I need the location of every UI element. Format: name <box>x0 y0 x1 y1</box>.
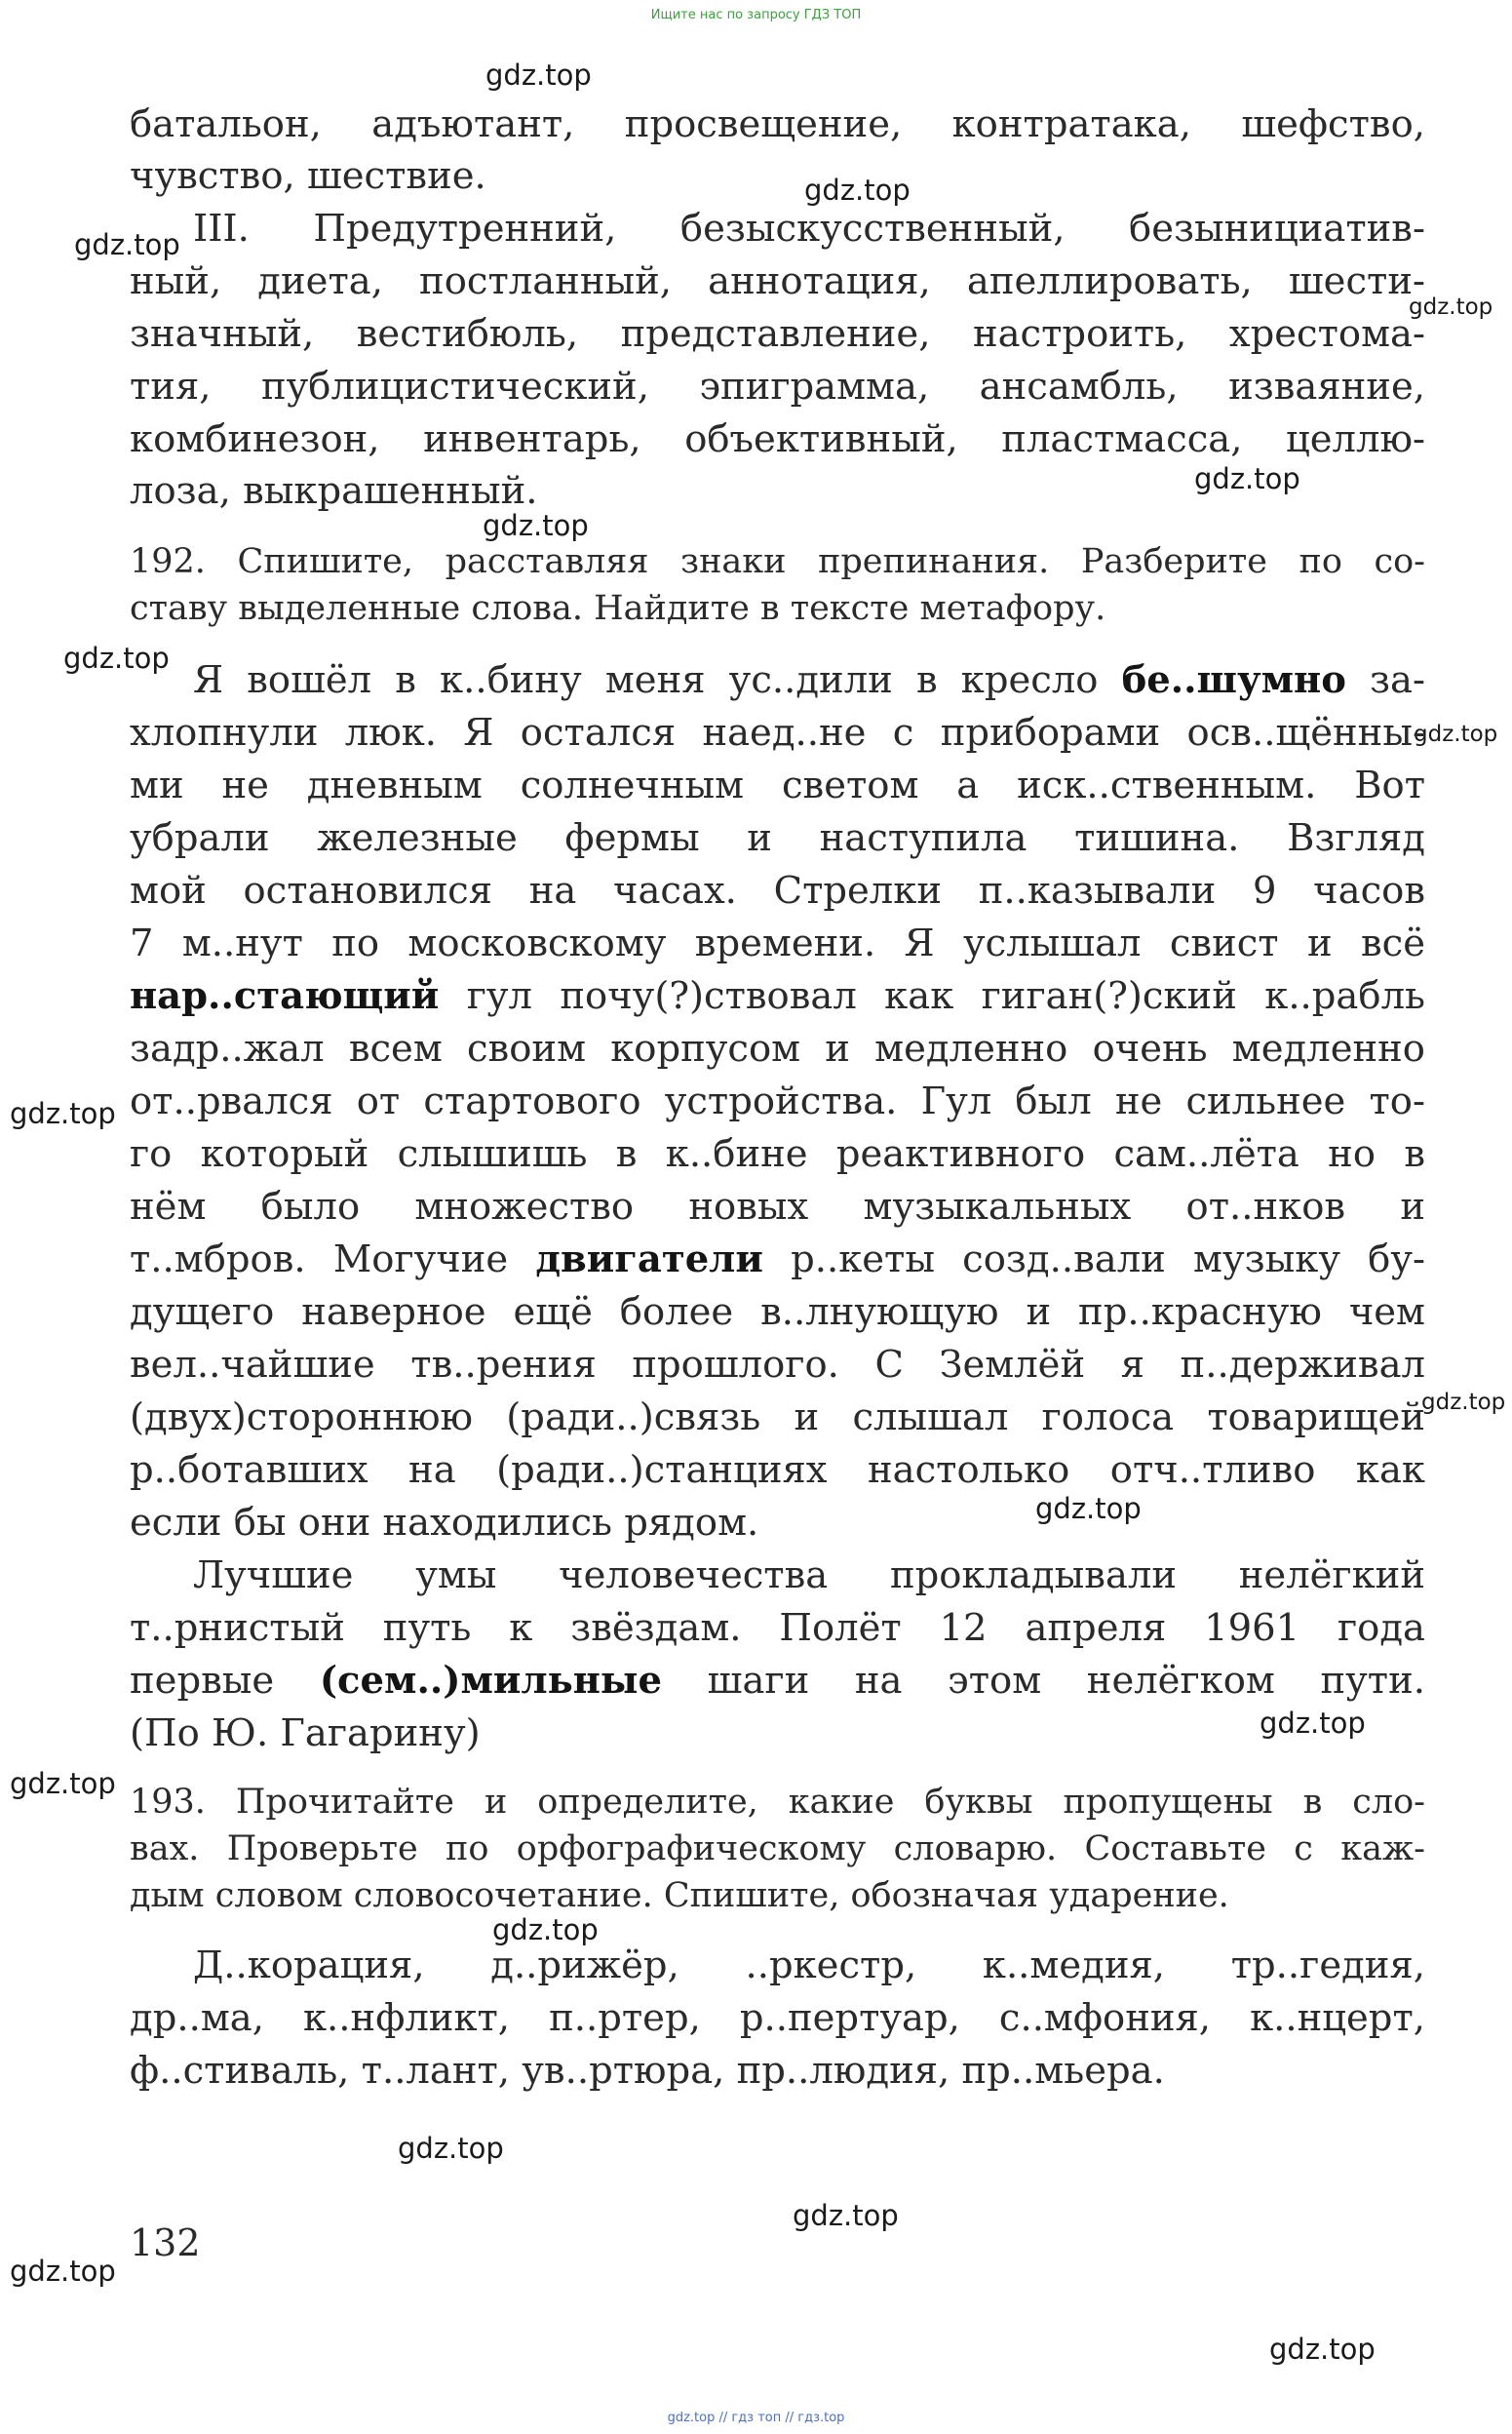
exercise-193-task: вах. Проверьте по орфографическому словарю. Составьте с каж- <box>130 1829 1425 1868</box>
watermark-18: gdz.top <box>1269 2333 1376 2366</box>
text-segment: гул почу(?)ствовал как гиган(?)ский к..рабль <box>439 974 1425 1018</box>
text-segment: первые <box>130 1659 320 1703</box>
text-line: нём было множество новых музыкальных от..нков и <box>130 1185 1425 1229</box>
text-line <box>130 1233 1425 1287</box>
watermark-2: gdz.top <box>804 174 911 207</box>
source-attribution: (По Ю. Гагарину) <box>130 1711 481 1755</box>
watermark-14: gdz.top <box>492 1913 599 1946</box>
text-line <box>130 969 1425 1024</box>
text-segment: Я вошёл в к..бину меня ус..дили в кресло <box>193 658 1122 702</box>
text-line: дущего наверное ещё более в..лнующую и пр..красную чем <box>130 1290 1425 1334</box>
exercise-192-task: 192. Спишите, расставляя знаки препинания. Разберите по со- <box>130 542 1425 581</box>
text-line: тия, публицистический, эпиграмма, ансамбль, изваяние, <box>130 365 1425 409</box>
text-line: задр..жал всем своим корпусом и медленно очень медленно <box>130 1027 1425 1071</box>
text-segment: р..кеты созд..вали музыку бу- <box>762 1237 1425 1281</box>
watermark-5: gdz.top <box>1194 462 1300 495</box>
text-line: р..ботавших на (ради..)станциях настолько отч..тливо как <box>130 1448 1425 1492</box>
watermark-16: gdz.top <box>793 2199 899 2232</box>
text-line: т..рнистый путь к звёздам. Полёт 12 апреля 1961 года <box>130 1606 1425 1650</box>
top-promo-note: Ищите нас по запросу ГДЗ ТОП <box>650 8 862 22</box>
text-segment: т..мбров. Могучие <box>130 1237 536 1281</box>
text-line: ф..стиваль, т..лант, ув..ртюра, пр..людия, пр..мьера. <box>130 2049 1165 2093</box>
text-line: ный, диета, постланный, аннотация, апеллировать, шести- <box>130 259 1425 303</box>
exercise-193-task: дым словом словосочетание. Спишите, обозначая ударение. <box>130 1876 1229 1915</box>
text-line: если бы они находились рядом. <box>130 1501 759 1545</box>
watermark-7: gdz.top <box>63 642 170 675</box>
text-line: ми не дневным солнечным светом а иск..ственным. Вот <box>130 764 1425 807</box>
watermark-3: gdz.top <box>74 228 180 261</box>
watermark-15: gdz.top <box>398 2132 504 2165</box>
text-line: III. Предутренний, безыскусственный, безынициатив- <box>193 207 1425 251</box>
text-line: (двух)стороннюю (ради..)связь и слышал голоса товарищей <box>130 1395 1425 1439</box>
text-line: Д..корация, д..рижёр, ..ркестр, к..медия, тр..гедия, <box>193 1943 1425 1987</box>
text-line <box>193 653 1425 708</box>
watermark-4: gdz.top <box>1409 294 1493 320</box>
text-line: чувство, шествие. <box>130 154 486 198</box>
text-segment: шаги на этом нелёгком пути. <box>662 1659 1425 1703</box>
text-line: Лучшие умы человечества прокладывали нелёгкий <box>193 1553 1425 1597</box>
highlighted-word: бе..шумно <box>1121 658 1346 702</box>
text-line: батальон, адъютант, просвещение, контратака, шефство, <box>130 102 1425 146</box>
highlighted-word: (сем..)мильные <box>319 1659 663 1703</box>
watermark-13: gdz.top <box>10 1767 116 1800</box>
watermark-6: gdz.top <box>483 509 589 542</box>
watermark-11: gdz.top <box>1035 1492 1142 1525</box>
text-line: вел..чайшие тв..рения прошлого. С Землёй я п..держивал <box>130 1343 1425 1387</box>
watermark-1: gdz.top <box>485 59 592 92</box>
watermark-17: gdz.top <box>10 2255 116 2288</box>
watermark-10: gdz.top <box>1421 1390 1506 1415</box>
text-line: мой остановился на часах. Стрелки п..казывали 9 часов <box>130 869 1425 913</box>
text-line: хлопнули люк. Я остался наед..не с приборами осв..щённы- <box>130 711 1425 755</box>
text-line: убрали железные фермы и наступила тишина. Взгляд <box>130 816 1425 860</box>
highlighted-word: двигатели <box>535 1237 763 1281</box>
exercise-193-task: 193. Прочитайте и определите, какие буквы пропущены в сло- <box>130 1783 1425 1822</box>
text-line: лоза, выкрашенный. <box>130 469 538 513</box>
text-line: др..ма, к..нфликт, п..ртер, р..пертуар, с..мфония, к..нцерт, <box>130 1996 1425 2040</box>
text-line <box>130 1654 1425 1708</box>
bottom-promo-note: gdz.top // гдз топ // гдз.top <box>667 2411 845 2425</box>
watermark-9: gdz.top <box>10 1097 116 1130</box>
page-number: 132 <box>130 2221 201 2264</box>
exercise-192-task: ставу выделенные слова. Найдите в тексте метафору. <box>130 589 1106 628</box>
highlighted-word: нар..стающий <box>130 974 440 1018</box>
text-line: 7 м..нут по московскому времени. Я услышал свист и всё <box>130 922 1425 965</box>
text-line: значный, вестибюль, представление, настроить, хрестома- <box>130 312 1425 356</box>
text-line: го который слышишь в к..бине реактивного сам..лёта но в <box>130 1132 1425 1176</box>
watermark-8: gdz.top <box>1414 722 1498 747</box>
text-segment: за- <box>1345 658 1425 702</box>
text-line: комбинезон, инвентарь, объективный, пластмасса, целлю- <box>130 417 1425 461</box>
watermark-12: gdz.top <box>1260 1707 1366 1740</box>
text-line: от..рвался от стартового устройства. Гул был не сильнее то- <box>130 1080 1425 1123</box>
